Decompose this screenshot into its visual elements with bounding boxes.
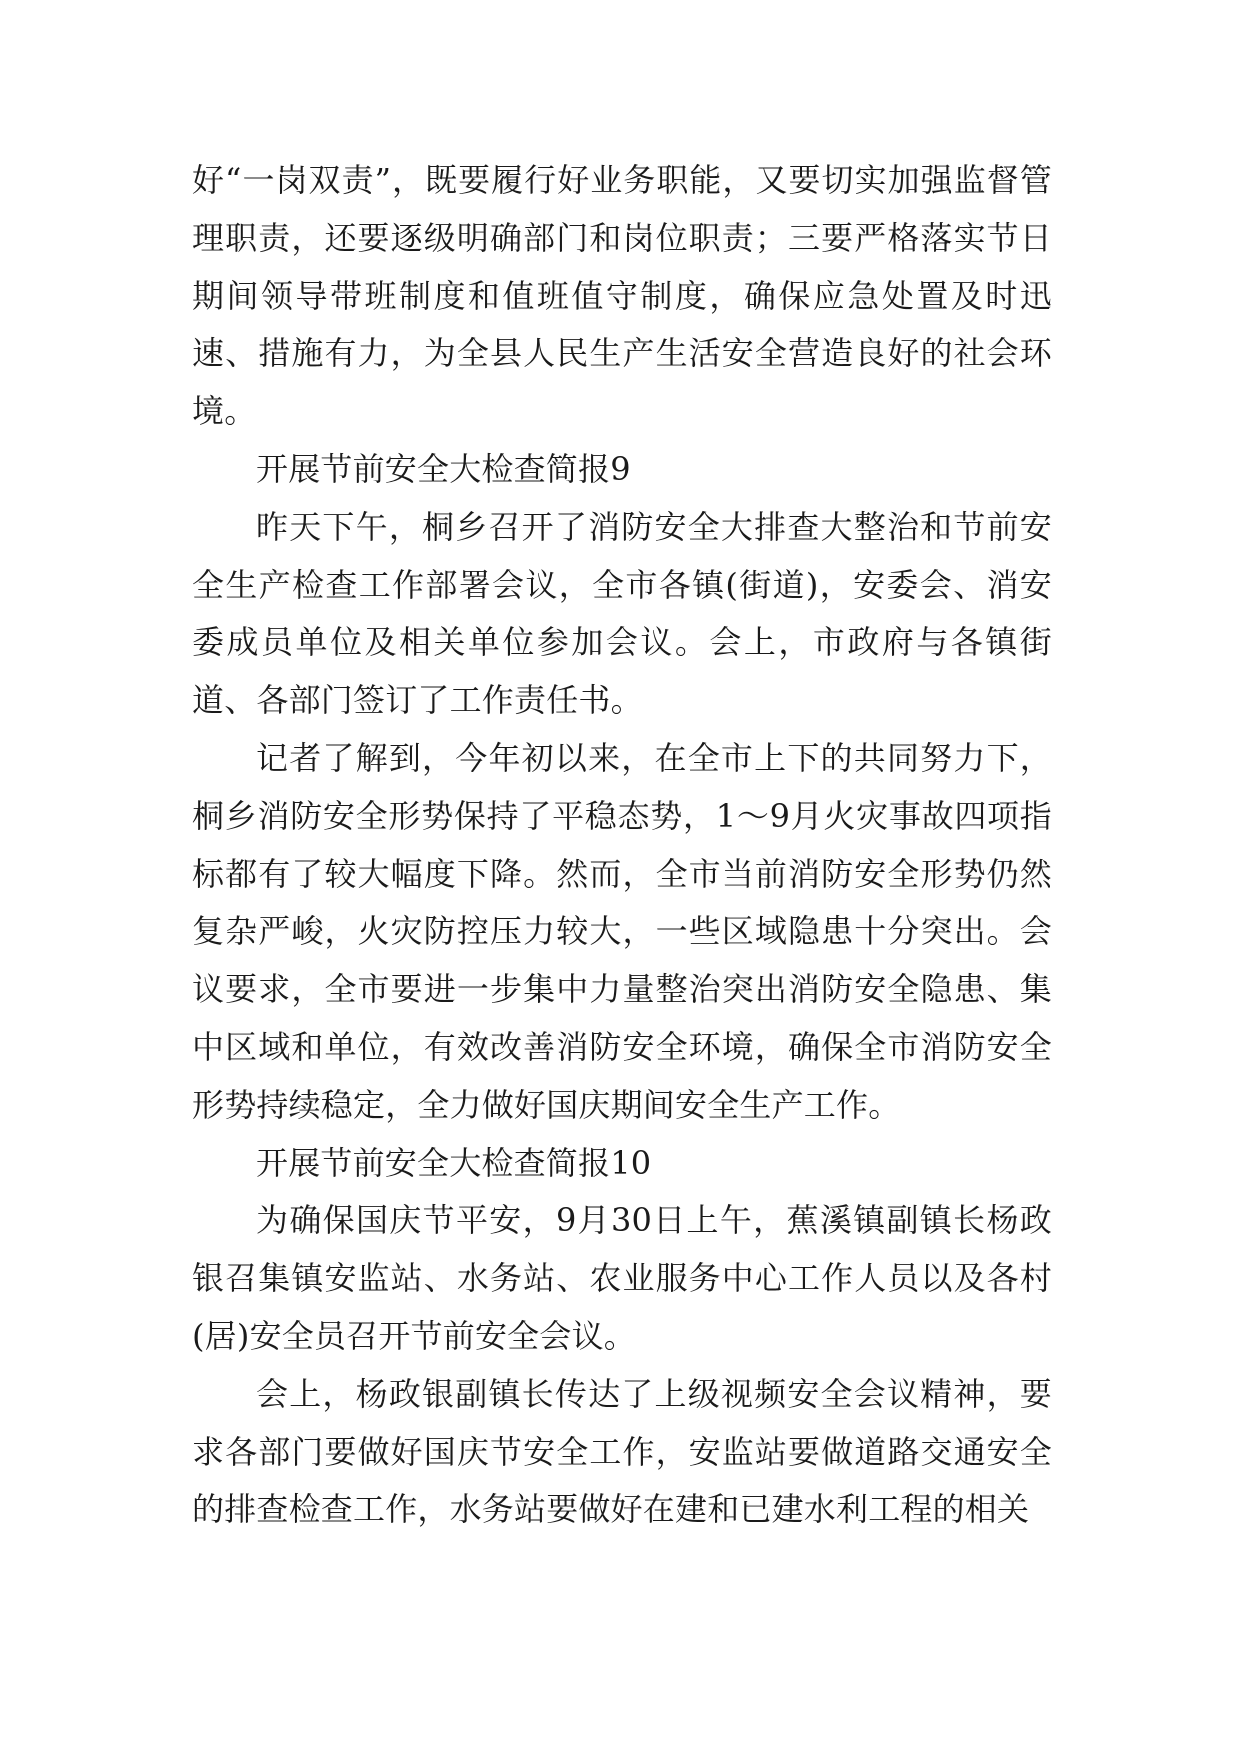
paragraph-1: 好“一岗双责”，既要履行好业务职能，又要切实加强监督管理职责，还要逐级明确部门和岗位职责；三要严格落实节日期间领导带班制度和值班值守制度，确保应急处置及时迅速、措施有力，为全县人民生产生活安全营造良好的社会环境。: [192, 161, 1052, 431]
section-heading-10: 开展节前安全大检查简报10: [256, 1143, 652, 1182]
paragraph-4: 为确保国庆节平安，9月30日上午，蕉溪镇副镇长杨政银召集镇安监站、水务站、农业服务中心工作人员以及各村(居)安全员召开节前安全会议。: [192, 1201, 1052, 1355]
document-body: [192, 152, 1052, 1539]
paragraph-3: 记者了解到，今年初以来，在全市上下的共同努力下，桐乡消防安全形势保持了平稳态势，1～9月火灾事故四项指标都有了较大幅度下降。然而，全市当前消防安全形势仍然复杂严峻，火灾防控压力较大，一些区域隐患十分突出。会议要求，全市要进一步集中力量整治突出消防安全隐患、集中区域和单位，有效改善消防安全环境，确保全市消防安全形势持续稳定，全力做好国庆期间安全生产工作。: [192, 738, 1052, 1124]
paragraph-2: 昨天下午，桐乡召开了消防安全大排查大整治和节前安全生产检查工作部署会议，全市各镇(街道)，安委会、消安委成员单位及相关单位参加会议。会上，市政府与各镇街道、各部门签订了工作责任书。: [192, 507, 1052, 720]
paragraph-5: 会上，杨政银副镇长传达了上级视频安全会议精神，要求各部门要做好国庆节安全工作，安监站要做道路交通安全的排查检查工作，水务站要做好在建和已建水利工程的相关: [192, 1374, 1052, 1529]
section-heading-9: 开展节前安全大检查简报9: [256, 449, 631, 488]
